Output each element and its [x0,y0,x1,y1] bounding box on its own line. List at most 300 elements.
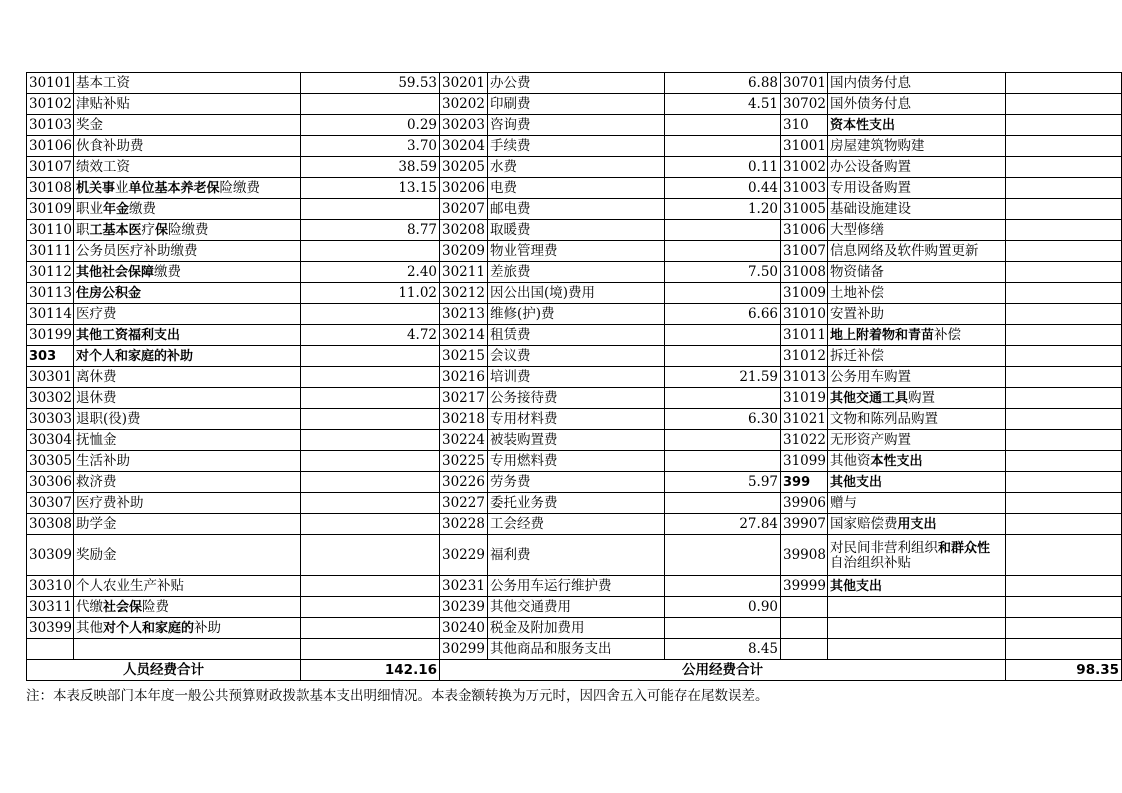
item-name-cell [828,73,1006,94]
econ-code-cell: 39907 [781,514,828,535]
item-name-cell [74,94,301,115]
item-name-part: 本性支出 [870,453,923,469]
item-name-part: 险缴费 [168,221,209,238]
item-name-part: 赠与 [830,495,857,511]
table-row [27,472,1122,493]
amount-cell: 59.53 [301,73,440,94]
table-row [27,262,1122,283]
item-name-part: 业 [115,179,129,196]
item-name-part: 其他工资福利支出 [76,327,181,343]
amount-cell [301,199,440,220]
amount-cell [665,535,781,576]
item-name-cell [74,304,301,325]
amount-cell [301,304,440,325]
econ-code-cell: 31021 [781,409,828,430]
item-name-cell [828,199,1006,220]
econ-code-cell: 30199 [27,325,74,346]
item-name-part: 基本工资 [76,75,130,91]
econ-code-cell: 30228 [440,514,488,535]
amount-cell [301,451,440,472]
amount-cell [1006,157,1122,178]
item-name-cell [488,304,665,325]
item-name-cell [488,639,665,660]
amount-cell [1006,94,1122,115]
econ-code-cell: 39906 [781,493,828,514]
item-name-part: 其他支出 [830,578,883,594]
amount-cell [1006,618,1122,639]
table-row [27,199,1122,220]
item-name-part: 大型修缮 [830,222,884,238]
econ-code-cell: 30302 [27,388,74,409]
amount-cell [665,493,781,514]
item-name-cell [828,115,1006,136]
amount-cell [1006,576,1122,597]
item-name-cell [828,576,1006,597]
table-row [27,220,1122,241]
item-name-cell [488,94,665,115]
amount-cell: 0.11 [665,157,781,178]
amount-cell [1006,304,1122,325]
item-name-part: 奖金 [76,117,103,133]
table-row [27,409,1122,430]
item-name-cell [828,514,1006,535]
item-name-part: 物资储备 [830,264,884,280]
item-name-part: 奖励金 [76,547,117,563]
item-name-cell [488,115,665,136]
item-name-part: 补偿 [934,326,962,343]
table-row [27,94,1122,115]
item-name-part: 离休费 [76,369,117,385]
item-name-cell [74,493,301,514]
amount-cell [1006,430,1122,451]
table-row [27,346,1122,367]
item-name-part: 公务接待费 [490,390,558,406]
item-name-cell [828,493,1006,514]
item-name-part: 保 [155,222,169,238]
public-total-value: 98.35 [1006,660,1122,681]
item-name-cell [828,136,1006,157]
item-name-cell [74,325,301,346]
item-name-cell [488,493,665,514]
item-name-part: 单位基本养老保 [128,180,220,196]
item-name-part: 住房公积金 [76,285,142,301]
table-row [27,241,1122,262]
item-name-part: 会议费 [490,348,531,364]
item-name-cell [74,388,301,409]
item-name-cell [488,514,665,535]
amount-cell [301,514,440,535]
amount-cell: 5.97 [665,472,781,493]
item-name-cell [828,325,1006,346]
amount-cell [1006,136,1122,157]
item-name-part: 其他支出 [830,474,883,490]
item-name-cell [74,241,301,262]
amount-cell [301,576,440,597]
amount-cell [1006,451,1122,472]
econ-code-cell: 30231 [440,576,488,597]
item-name-part: 公务员医疗补助缴费 [76,243,198,259]
expenditure-detail-table [26,72,1122,681]
table-row [27,367,1122,388]
econ-code-cell: 30304 [27,430,74,451]
amount-cell [1006,241,1122,262]
econ-code-cell: 31013 [781,367,828,388]
item-name-part: 绩效工资 [76,159,130,175]
item-name-part: 无形资产购置 [830,432,911,448]
amount-cell [1006,367,1122,388]
item-name-cell [488,346,665,367]
item-name-cell [488,157,665,178]
amount-cell [665,241,781,262]
item-name-part: 咨询费 [490,117,531,133]
amount-cell [301,493,440,514]
item-name-part: 拆迁补偿 [830,348,884,364]
item-name-part: 办公设备购置 [830,159,911,175]
econ-code-cell: 30216 [440,367,488,388]
econ-code-cell: 31001 [781,136,828,157]
item-name-part: 土地补偿 [830,285,884,301]
item-name-part: 购置 [908,389,936,406]
econ-code-cell: 39999 [781,576,828,597]
table-row [27,597,1122,618]
table-row [27,451,1122,472]
econ-code-cell: 30205 [440,157,488,178]
item-name-part: 代缴 [76,598,103,615]
item-name-part: 水费 [490,159,517,175]
amount-cell [301,241,440,262]
econ-code-cell: 31022 [781,430,828,451]
item-name-part: 对个人和家庭的 [103,620,195,636]
econ-code-cell: 30201 [440,73,488,94]
item-name-cell [828,451,1006,472]
amount-cell: 4.72 [301,325,440,346]
econ-code-cell: 30240 [440,618,488,639]
item-name-part: 国外债务付息 [830,96,911,112]
item-name-cell [488,535,665,576]
econ-code-cell: 31011 [781,325,828,346]
amount-cell [1006,283,1122,304]
item-name-part: 医疗费补助 [76,495,144,511]
amount-cell [1006,388,1122,409]
item-name-cell [74,178,301,199]
amount-cell: 8.77 [301,220,440,241]
item-name-part: 维修(护)费 [490,306,555,322]
item-name-part: 税金及附加费用 [490,620,585,636]
item-name-part: 其他交通费用 [490,599,571,615]
item-name-part: 生活补助 [76,453,130,469]
item-name-cell [828,178,1006,199]
amount-cell [665,576,781,597]
econ-code-cell: 30103 [27,115,74,136]
item-name-part: 资本性支出 [830,117,896,133]
amount-cell: 13.15 [301,178,440,199]
item-name-part: 救济费 [76,474,117,490]
amount-cell [1006,597,1122,618]
table-row [27,115,1122,136]
econ-code-cell: 30305 [27,451,74,472]
item-name-part: 基础设施建设 [830,201,911,217]
item-name-part: 手续费 [490,138,531,154]
item-name-cell [74,73,301,94]
item-name-part: 津贴补贴 [76,96,130,112]
item-name-part: 物业管理费 [490,243,558,259]
econ-code-cell: 31002 [781,157,828,178]
item-name-cell [74,514,301,535]
item-name-part: 对民间非营利组织 [830,539,938,556]
econ-code-cell: 30308 [27,514,74,535]
table-row [27,388,1122,409]
econ-code-cell: 30213 [440,304,488,325]
item-name-part: 国内债务付息 [830,75,911,91]
econ-code-cell: 30217 [440,388,488,409]
econ-code-cell: 30311 [27,597,74,618]
table-row [27,73,1122,94]
econ-code-cell: 30211 [440,262,488,283]
item-name-part: 退职(役)费 [76,411,141,427]
amount-cell: 2.40 [301,262,440,283]
amount-cell: 6.88 [665,73,781,94]
item-name-part: 因公出国(境)费用 [490,285,596,301]
econ-code-cell: 30208 [440,220,488,241]
item-name-cell [74,346,301,367]
econ-code-cell: 30218 [440,409,488,430]
amount-cell [1006,409,1122,430]
amount-cell [1006,220,1122,241]
item-name-part: 地上附着物和青苗 [830,327,935,343]
item-name-cell [828,346,1006,367]
amount-cell: 0.90 [665,597,781,618]
item-name-cell [74,283,301,304]
econ-code-cell: 30207 [440,199,488,220]
amount-cell [301,618,440,639]
econ-code-cell: 30106 [27,136,74,157]
public-total-label: 公用经费合计 [440,660,1006,681]
item-name-cell [828,535,1006,576]
amount-cell [1006,472,1122,493]
item-name-part: 委托业务费 [490,495,558,511]
item-name-cell [488,262,665,283]
amount-cell [665,618,781,639]
item-name-cell [828,262,1006,283]
amount-cell: 8.45 [665,639,781,660]
amount-cell [301,430,440,451]
item-name-part: 其他社会保障 [76,264,155,280]
item-name-part: 个人农业生产补贴 [76,578,184,594]
item-name-cell [74,535,301,576]
item-name-part: 差旅费 [490,264,531,280]
item-name-part: 公务用车购置 [830,369,911,385]
econ-code-cell: 31008 [781,262,828,283]
item-name-cell [74,136,301,157]
econ-code-cell: 30299 [440,639,488,660]
item-name-cell [828,283,1006,304]
item-name-part: 邮电费 [490,201,531,217]
amount-cell [665,388,781,409]
econ-code-cell: 30112 [27,262,74,283]
item-name-cell [488,283,665,304]
econ-code-cell: 30102 [27,94,74,115]
econ-code-cell: 31007 [781,241,828,262]
table-body [27,73,1122,660]
amount-cell [1006,262,1122,283]
amount-cell: 0.44 [665,178,781,199]
item-name-part: 用支出 [897,516,937,532]
amount-cell: 21.59 [665,367,781,388]
item-name-part: 专用材料费 [490,411,558,427]
item-name-part: 专用燃料费 [490,453,558,469]
item-name-part: 险费 [142,598,170,615]
econ-code-cell: 30306 [27,472,74,493]
econ-code-cell: 30307 [27,493,74,514]
item-name-cell [74,367,301,388]
item-name-part: 缴费 [154,263,182,280]
amount-cell [1006,178,1122,199]
amount-cell [1006,535,1122,576]
amount-cell [1006,514,1122,535]
table-row [27,618,1122,639]
amount-cell: 3.70 [301,136,440,157]
econ-code-cell: 30204 [440,136,488,157]
item-name-cell [828,94,1006,115]
item-name-cell [488,451,665,472]
amount-cell: 6.30 [665,409,781,430]
amount-cell [665,220,781,241]
table-row [27,325,1122,346]
econ-code-cell: 30109 [27,199,74,220]
item-name-cell [74,451,301,472]
item-name-part: 房屋建筑物购建 [830,138,925,154]
item-name-cell [74,597,301,618]
econ-code-cell: 31019 [781,388,828,409]
amount-cell [1006,493,1122,514]
item-name-cell [74,262,301,283]
amount-cell [1006,199,1122,220]
econ-code-cell: 30224 [440,430,488,451]
item-name-cell [828,597,1006,618]
econ-code-cell [781,639,828,660]
item-name-part: 文物和陈列品购置 [830,411,938,427]
econ-code-cell: 30702 [781,94,828,115]
table-row [27,304,1122,325]
item-name-part: 医疗费 [76,306,117,322]
item-name-cell [74,157,301,178]
table-row [27,178,1122,199]
table-row [27,514,1122,535]
econ-code-cell: 31005 [781,199,828,220]
item-name-part: 工基本医 [89,222,142,238]
item-name-cell [828,241,1006,262]
item-name-cell [488,367,665,388]
item-name-part: 疗 [141,221,156,238]
econ-code-cell [781,618,828,639]
item-name-part: 补助 [194,619,222,636]
item-name-cell [488,178,665,199]
econ-code-cell: 30113 [27,283,74,304]
econ-code-cell [781,597,828,618]
econ-code-cell: 30214 [440,325,488,346]
footnote: 注：本表反映部门本年度一般公共预算财政拨款基本支出明细情况。本表金额转换为万元时，因四舍五入可能存在尾数误差。 [26,688,769,704]
item-name-cell [74,639,301,660]
item-name-cell [74,618,301,639]
amount-cell [301,409,440,430]
amount-cell [301,597,440,618]
econ-code-cell: 30239 [440,597,488,618]
amount-cell: 27.84 [665,514,781,535]
amount-cell: 7.50 [665,262,781,283]
personnel-total-label: 人员经费合计 [27,660,301,681]
item-name-part: 信息网络及软件购置更新 [830,243,979,259]
item-name-cell [488,199,665,220]
table-row [27,576,1122,597]
item-name-part: 国家赔偿费 [830,515,898,532]
item-name-part: 劳务费 [490,474,531,490]
amount-cell [1006,346,1122,367]
item-name-cell [488,430,665,451]
amount-cell [665,325,781,346]
item-name-part: 自治组织补贴 [830,554,911,571]
table-row [27,157,1122,178]
amount-cell [1006,639,1122,660]
econ-code-cell: 31009 [781,283,828,304]
item-name-cell [74,472,301,493]
amount-cell: 4.51 [665,94,781,115]
item-name-part: 险缴费 [219,179,261,196]
item-name-part: 办公费 [490,75,531,91]
item-name-part: 被装购置费 [490,432,558,448]
item-name-cell [488,472,665,493]
table-row [27,493,1122,514]
econ-code-cell: 30202 [440,94,488,115]
econ-code-cell: 303 [27,346,74,367]
econ-code-cell: 30399 [27,618,74,639]
econ-code-cell: 30203 [440,115,488,136]
item-name-part: 职业 [76,200,103,217]
item-name-part: 年金 [103,201,130,217]
item-name-cell [828,157,1006,178]
item-name-part: 培训费 [490,369,531,385]
table-row [27,639,1122,660]
item-name-cell [488,576,665,597]
item-name-part: 缴费 [129,200,157,217]
item-name-cell [74,220,301,241]
econ-code-cell: 30229 [440,535,488,576]
econ-code-cell: 30111 [27,241,74,262]
item-name-cell [488,136,665,157]
item-name-cell [488,597,665,618]
amount-cell [1006,115,1122,136]
item-name-cell [828,367,1006,388]
item-name-part: 租赁费 [490,327,531,343]
item-name-cell [74,576,301,597]
item-name-part: 专用设备购置 [830,180,911,196]
item-name-cell [488,618,665,639]
amount-cell: 11.02 [301,283,440,304]
amount-cell [665,115,781,136]
item-name-part: 福利费 [490,547,531,563]
amount-cell [665,136,781,157]
econ-code-cell: 30212 [440,283,488,304]
amount-cell: 6.66 [665,304,781,325]
item-name-cell [828,472,1006,493]
econ-code-cell: 30114 [27,304,74,325]
item-name-part: 其他交通工具 [830,390,909,406]
econ-code-cell: 30701 [781,73,828,94]
amount-cell [301,94,440,115]
econ-code-cell: 30303 [27,409,74,430]
econ-code-cell: 30309 [27,535,74,576]
item-name-cell [828,220,1006,241]
amount-cell [665,283,781,304]
